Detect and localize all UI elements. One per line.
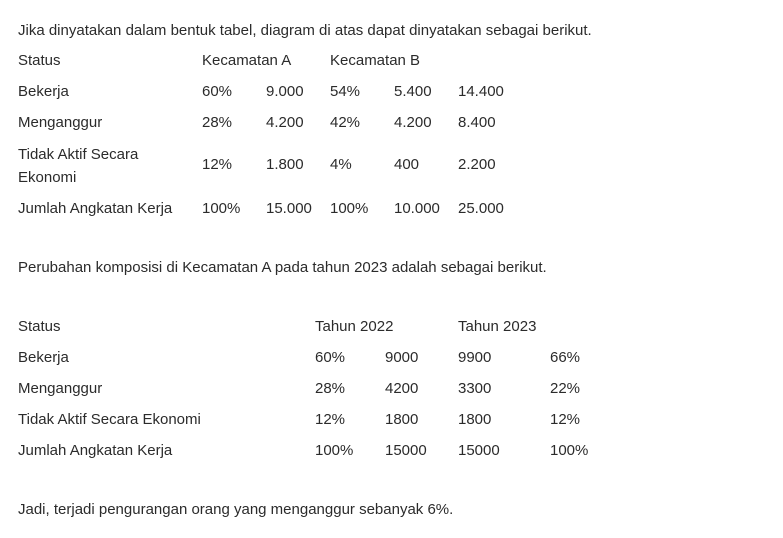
header-kecamatan-a: Kecamatan A [202,52,292,69]
row-label: Tidak Aktif Secara Ekonomi [18,146,139,186]
table-cell: 100% [330,200,369,217]
table-cell: 15000 [385,442,427,459]
table-cell: 9000 [385,349,419,366]
table-cell: 28% [202,114,233,131]
table-cell: 28% [315,380,346,397]
table-cell: 12% [202,156,233,173]
table-cell: 2.200 [458,156,496,173]
header-tahun-2022: Tahun 2022 [315,318,394,335]
table-cell: 22% [550,380,581,397]
table-cell: 1800 [458,411,492,428]
table-cell: 1.800 [266,156,304,173]
table-cell: 9.000 [266,83,304,100]
table-cell: 9900 [458,349,492,366]
table-cell: 4.200 [266,114,304,131]
table-cell: 100% [315,442,354,459]
header-status: Status [18,318,61,335]
row-label: Jumlah Angkatan Kerja [18,200,173,217]
row-label: Menganggur [18,114,103,131]
table-cell: 5.400 [394,83,432,100]
header-kecamatan-b: Kecamatan B [330,52,421,69]
table-cell: 12% [315,411,346,428]
table-cell: 10.000 [394,200,440,217]
mid-text: Perubahan komposisi di Kecamatan A pada tahun 2023 adalah sebagai berikut. [18,259,547,276]
header-tahun-2023: Tahun 2023 [458,318,537,335]
table-cell: 25.000 [458,200,504,217]
table-cell: 4200 [385,380,419,397]
row-label: Tidak Aktif Secara Ekonomi [18,411,201,428]
table-cell: 12% [550,411,581,428]
conclusion-text: Jadi, terjadi pengurangan orang yang menganggur sebanyak 6%. [18,501,454,518]
table-cell: 4% [330,156,352,173]
table-cell: 42% [330,114,361,131]
row-label: Bekerja [18,83,69,100]
table-cell: 3300 [458,380,492,397]
table-cell: 14.400 [458,83,504,100]
intro-text: Jika dinyatakan dalam bentuk tabel, diagram di atas dapat dinyatakan sebagai berikut. [18,22,592,39]
table-cell: 60% [315,349,346,366]
table-cell: 66% [550,349,581,366]
row-label: Bekerja [18,349,69,366]
table-cell: 60% [202,83,233,100]
table-cell: 15.000 [266,200,312,217]
row-label: Jumlah Angkatan Kerja [18,442,173,459]
table-cell: 4.200 [394,114,432,131]
table-cell: 100% [202,200,241,217]
table-cell: 54% [330,83,361,100]
table-cell: 15000 [458,442,500,459]
row-label: Menganggur [18,380,103,397]
table-cell: 400 [394,156,420,173]
table-cell: 1800 [385,411,419,428]
table-cell: 8.400 [458,114,496,131]
table-cell: 100% [550,442,589,459]
header-status: Status [18,52,61,69]
